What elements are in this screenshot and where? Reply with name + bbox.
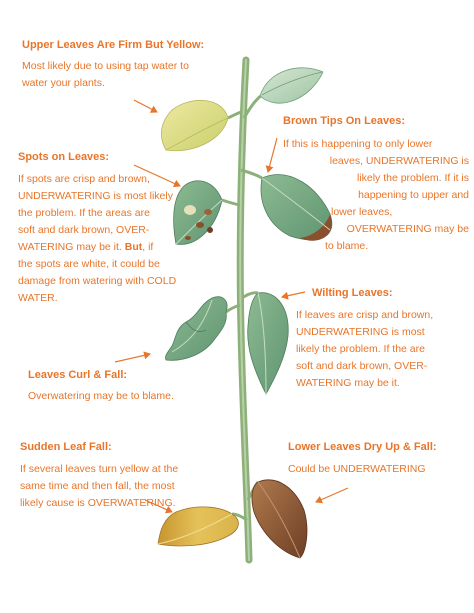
leaf-sudden-fall [158, 507, 238, 546]
leaf-lower-dry [252, 480, 307, 558]
callout-lower-dry [288, 440, 468, 478]
callout-text: If spots are crisp and brown, UNDERWATERING is most likely the problem. If the areas are soft and dark brown, OVER- WATERING may be it. But, if the spots are white, it could be damage from watering with COLD WATER. [18, 173, 177, 304]
callout-spots [18, 150, 203, 307]
callout-text: Overwatering may be to blame. [28, 390, 174, 402]
callout-text: Most likely due to using tap water to water your plants. [22, 60, 189, 89]
arrow-upper-leaves [134, 100, 157, 112]
callout-title: Lower Leaves Dry Up & Fall: [288, 441, 437, 453]
callout-title: Sudden Leaf Fall: [20, 441, 112, 453]
leaf-yellow-upper [161, 100, 228, 150]
callout-brown-tips [283, 114, 469, 255]
arrow-brown-tips [268, 138, 277, 172]
arrow-curl-fall [115, 354, 150, 362]
callout-text: Could be UNDERWATERING [288, 463, 426, 475]
callout-text: If leaves are crisp and brown, UNDERWATERING is most likely the problem. If the are soft and dark brown, OVER- WATERING may be it. [296, 309, 434, 389]
callout-text: If several leaves turn yellow at the same time and then fall, the most likely cause is OVERWATERING. [20, 463, 179, 509]
leaf-wilting [248, 293, 289, 394]
callout-title: Leaves Curl & Fall: [28, 369, 128, 381]
leaf-top-right [260, 68, 323, 103]
callout-curl-fall [28, 368, 218, 405]
callout-title: Wilting Leaves: [312, 287, 393, 299]
callout-title: Upper Leaves Are Firm But Yellow: [22, 39, 205, 51]
callout-upper-leaves [22, 38, 237, 92]
arrow-lower-dry [316, 488, 348, 502]
callout-title: Brown Tips On Leaves: [283, 115, 406, 127]
callout-sudden-fall [20, 440, 220, 512]
callout-title: Spots on Leaves: [18, 151, 110, 163]
callout-text: If this is happening to only lower leaves, UNDERWATERING is likely the problem. If it is happening to upper and lower leaves, OVERWATERING may be to blame. [283, 138, 469, 252]
callout-wilting [296, 286, 470, 392]
